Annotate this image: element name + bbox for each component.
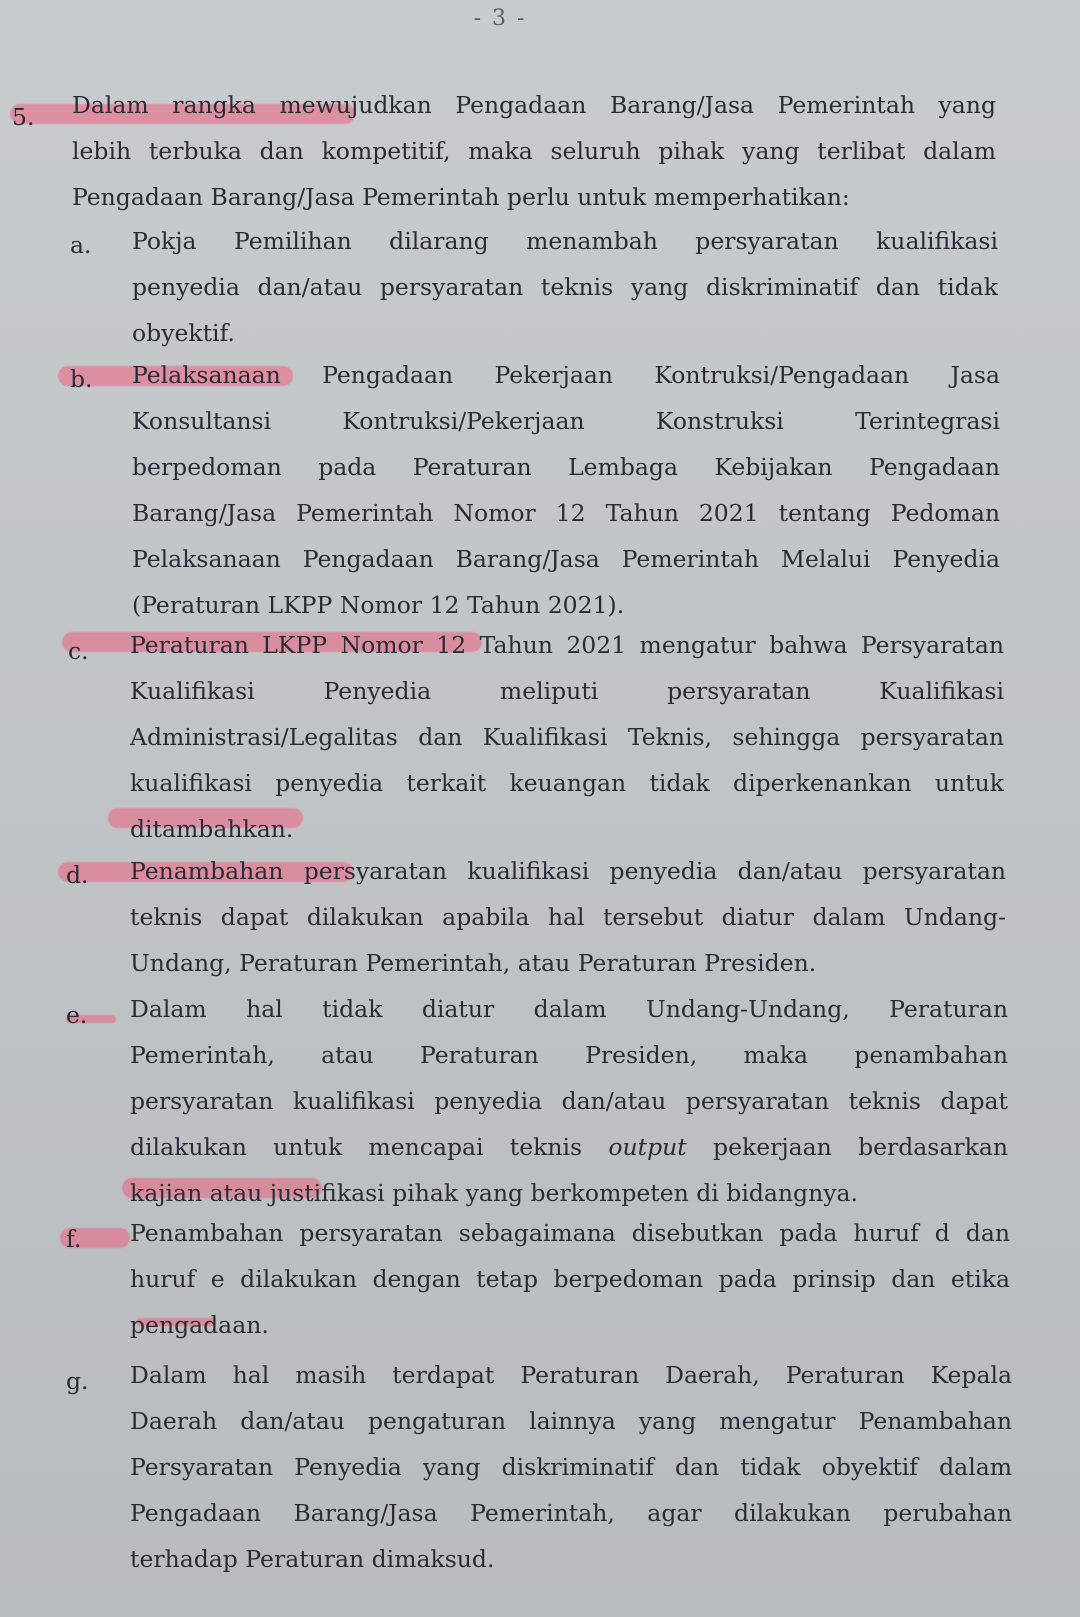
intro-line: Dalam rangka mewujudkan Pengadaan Barang/Jasa Pemerintah yang xyxy=(72,91,996,119)
item-e-line: Pemerintah, atau Peraturan Presiden, maka penambahan xyxy=(130,1041,1008,1069)
item-a-line: obyektif. xyxy=(132,319,235,347)
item-f-line: huruf e dilakukan dengan tetap berpedoman pada prinsip dan etika xyxy=(130,1265,1010,1293)
item-marker-b: b. xyxy=(70,365,93,393)
item-b-line: Konsultansi Kontruksi/Pekerjaan Konstruksi Terintegrasi xyxy=(132,407,1000,435)
item-marker-e: e. xyxy=(66,1001,88,1029)
item-b-line: berpedoman pada Peraturan Lembaga Kebijakan Pengadaan xyxy=(132,453,1000,481)
item-g-line: terhadap Peraturan dimaksud. xyxy=(130,1545,495,1573)
item-e-line: Dalam hal tidak diatur dalam Undang-Undang, Peraturan xyxy=(130,995,1008,1023)
item-d-line: Penambahan persyaratan kualifikasi penyedia dan/atau persyaratan xyxy=(130,857,1006,885)
item-b-line: Pelaksanaan Pengadaan Barang/Jasa Pemerintah Melalui Penyedia xyxy=(132,545,1000,573)
item-g-line: Daerah dan/atau pengaturan lainnya yang mengatur Penambahan xyxy=(130,1407,1012,1435)
item-e-line: persyaratan kualifikasi penyedia dan/atau persyaratan teknis dapat xyxy=(130,1087,1008,1115)
item-f-line: Penambahan persyaratan sebagaimana disebutkan pada huruf d dan xyxy=(130,1219,1010,1247)
item-c-line: Administrasi/Legalitas dan Kualifikasi Teknis, sehingga persyaratan xyxy=(130,723,1004,751)
item-f-line: pengadaan. xyxy=(130,1311,269,1339)
section-number: 5. xyxy=(12,103,35,131)
item-c-line: ditambahkan. xyxy=(130,815,294,843)
item-e-line: dilakukan untuk mencapai teknis output pekerjaan berdasarkan xyxy=(130,1133,1008,1161)
item-marker-a: a. xyxy=(70,231,92,259)
item-marker-d: d. xyxy=(66,861,89,889)
item-marker-c: c. xyxy=(68,637,89,665)
item-b-line: Pelaksanaan Pengadaan Pekerjaan Kontruksi/Pengadaan Jasa xyxy=(132,361,1000,389)
intro-line: Pengadaan Barang/Jasa Pemerintah perlu untuk memperhatikan: xyxy=(72,183,850,211)
item-g-line: Pengadaan Barang/Jasa Pemerintah, agar dilakukan perubahan xyxy=(130,1499,1012,1527)
item-marker-f: f. xyxy=(66,1225,82,1253)
item-c-line: Kualifikasi Penyedia meliputi persyaratan Kualifikasi xyxy=(130,677,1004,705)
item-a-line: Pokja Pemilihan dilarang menambah persyaratan kualifikasi xyxy=(132,227,998,255)
item-a-line: penyedia dan/atau persyaratan teknis yang diskriminatif dan tidak xyxy=(132,273,998,301)
item-g-line: Dalam hal masih terdapat Peraturan Daerah, Peraturan Kepala xyxy=(130,1361,1012,1389)
item-g-line: Persyaratan Penyedia yang diskriminatif dan tidak obyektif dalam xyxy=(130,1453,1012,1481)
item-b-line: (Peraturan LKPP Nomor 12 Tahun 2021). xyxy=(132,591,625,619)
item-d-line: teknis dapat dilakukan apabila hal tersebut diatur dalam Undang- xyxy=(130,903,1006,931)
item-c-line: Peraturan LKPP Nomor 12 Tahun 2021 mengatur bahwa Persyaratan xyxy=(130,631,1004,659)
item-b-line: Barang/Jasa Pemerintah Nomor 12 Tahun 2021 tentang Pedoman xyxy=(132,499,1000,527)
item-c-line: kualifikasi penyedia terkait keuangan tidak diperkenankan untuk xyxy=(130,769,1004,797)
intro-line: lebih terbuka dan kompetitif, maka seluruh pihak yang terlibat dalam xyxy=(72,137,996,165)
item-marker-g: g. xyxy=(66,1367,89,1395)
item-e-line: kajian atau justifikasi pihak yang berkompeten di bidangnya. xyxy=(130,1179,858,1207)
item-d-line: Undang, Peraturan Pemerintah, atau Peraturan Presiden. xyxy=(130,949,817,977)
page-number: - 3 - xyxy=(473,6,527,31)
